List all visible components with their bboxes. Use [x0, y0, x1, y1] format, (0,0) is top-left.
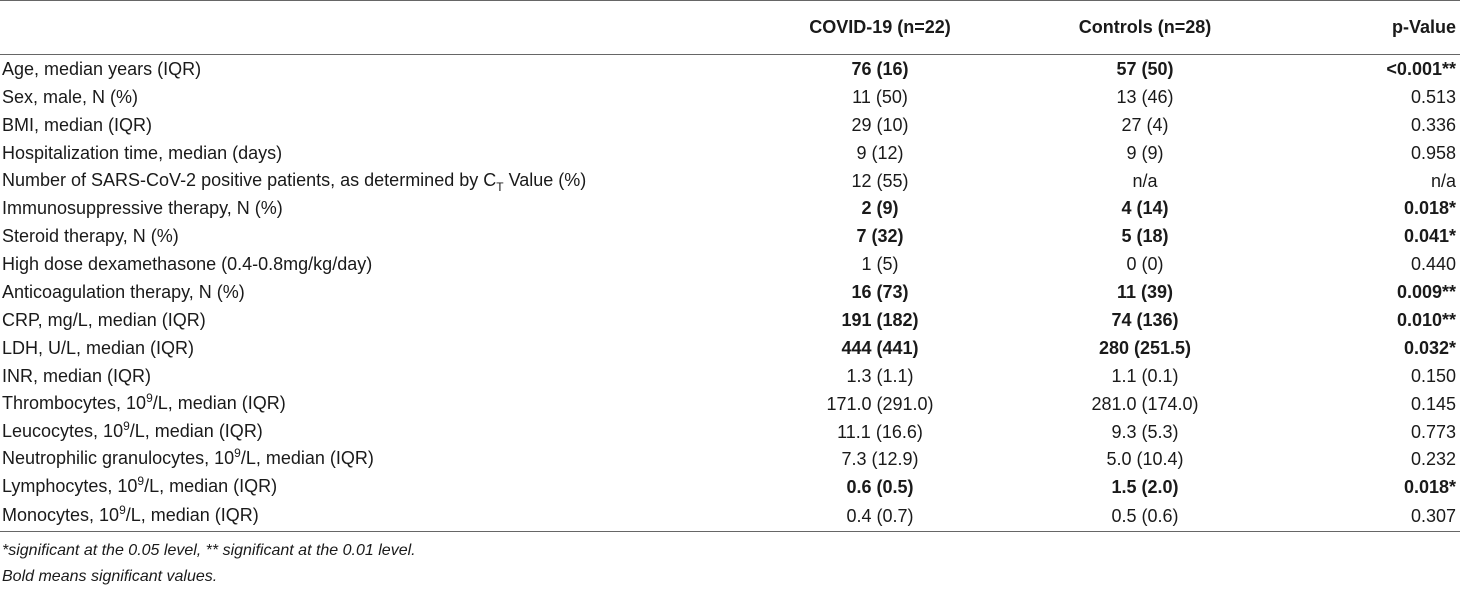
- row-label: [0, 418, 750, 446]
- row-label: [0, 501, 750, 532]
- row-controls-value: 5 (18): [1121, 226, 1169, 247]
- row-p-value: 0.958: [1410, 142, 1456, 163]
- row-label: [0, 167, 750, 195]
- row-controls-value: 5.0 (10.4): [1106, 449, 1184, 470]
- row-p-value: 0.440: [1410, 254, 1456, 275]
- row-label: CRP, mg/L, median (IQR): [2, 309, 206, 330]
- row-p-value: 0.041*: [1403, 226, 1456, 247]
- row-covid-value: 0.4 (0.7): [750, 501, 1010, 532]
- table-row: [0, 83, 1460, 111]
- row-controls-value: 9.3 (5.3): [1111, 421, 1179, 442]
- row-controls-value: 9 (9): [1126, 142, 1164, 163]
- row-covid-value: 29 (10): [851, 114, 909, 135]
- bold-footnote: Bold means significant values.: [2, 568, 218, 586]
- row-p-value: 0.009**: [1396, 282, 1456, 303]
- row-label-text: Lymphocytes, 10: [2, 476, 138, 497]
- row-label-text: Thrombocytes, 10: [2, 392, 147, 413]
- row-p-value: 0.018*: [1403, 477, 1456, 498]
- row-covid-value: 1.3 (1.1): [846, 365, 914, 386]
- row-p-value: 0.232: [1410, 449, 1456, 470]
- row-p-value: 0.336: [1410, 114, 1456, 135]
- row-label: High dose dexamethasone (0.4-0.8mg/kg/day): [2, 254, 373, 275]
- significance-footnote: *significant at the 0.05 level, ** significant at the 0.01 level.: [2, 542, 416, 560]
- row-p-value: 0.032*: [1403, 337, 1456, 358]
- row-label: [0, 445, 750, 473]
- row-label-superscript: 9: [119, 503, 126, 518]
- row-covid-value: 444 (441): [841, 337, 919, 358]
- table-row: [0, 139, 1460, 167]
- row-p-value: 0.150: [1410, 365, 1456, 386]
- row-label-text-suffix: /L, median (IQR): [240, 448, 374, 469]
- row-controls-value: 1.5 (2.0): [1111, 477, 1179, 498]
- row-controls-value: 57 (50): [1116, 58, 1174, 79]
- header-covid: COVID-19 (n=22): [750, 1, 1010, 55]
- row-label-text-suffix: Value (%): [503, 169, 587, 190]
- row-label-text-suffix: /L, median (IQR): [152, 392, 286, 413]
- header-controls: Controls (n=28): [1010, 1, 1280, 55]
- row-controls-value: 4 (14): [1121, 198, 1169, 219]
- row-label: INR, median (IQR): [2, 365, 152, 386]
- row-p-value: 0.010**: [1396, 309, 1456, 330]
- row-label: Hospitalization time, median (days): [2, 142, 283, 163]
- table-footnotes: [0, 542, 1460, 586]
- table-row: [0, 362, 1460, 390]
- row-controls-value: 1.1 (0.1): [1111, 365, 1179, 386]
- row-label-text: Number of SARS-CoV-2 positive patients, as determined by C: [2, 169, 497, 190]
- row-covid-value: 7 (32): [856, 226, 904, 247]
- row-covid-value: 9 (12): [856, 142, 904, 163]
- row-label-text: Monocytes, 10: [2, 505, 120, 526]
- row-label-subscript: T: [496, 179, 504, 194]
- row-covid-value: 0.6 (0.5): [846, 477, 914, 498]
- row-controls-value: 281.0 (174.0): [1091, 393, 1199, 414]
- row-label-superscript: 9: [137, 474, 145, 489]
- row-label: [0, 473, 750, 501]
- row-covid-value: 1 (5): [861, 254, 899, 275]
- row-covid-value: 12 (55): [851, 170, 909, 191]
- row-covid-value: 11.1 (16.6): [837, 421, 923, 442]
- row-label-superscript: 9: [123, 418, 130, 433]
- row-covid-value: 76 (16): [851, 58, 909, 79]
- row-label: Anticoagulation therapy, N (%): [2, 282, 245, 303]
- row-controls-value: 13 (46): [1116, 86, 1174, 107]
- row-label: Steroid therapy, N (%): [2, 226, 179, 247]
- row-covid-value: 7.3 (12.9): [841, 449, 919, 470]
- table-row: [0, 194, 1460, 222]
- row-label-superscript: 9: [146, 390, 153, 405]
- row-p-value: 0.018*: [1403, 198, 1456, 219]
- table-row: [0, 473, 1460, 501]
- table-row: [0, 250, 1460, 278]
- row-controls-value: 74 (136): [1111, 309, 1179, 330]
- row-label: [0, 390, 750, 418]
- table-row: [0, 222, 1460, 250]
- row-p-value: 0.307: [1280, 501, 1460, 532]
- header-pvalue: p-Value: [1280, 1, 1460, 55]
- row-controls-value: 11 (39): [1116, 282, 1174, 303]
- row-controls-value: 0 (0): [1126, 254, 1164, 275]
- table-row: [0, 306, 1460, 334]
- row-label-text-suffix: /L, median (IQR): [144, 476, 278, 497]
- row-covid-value: 11 (50): [852, 86, 908, 107]
- table-row: [0, 111, 1460, 139]
- table-row: [0, 334, 1460, 362]
- table-row: [0, 418, 1460, 446]
- table-header-row: [0, 1, 1460, 55]
- row-covid-value: 16 (73): [851, 282, 909, 303]
- table-row: [0, 501, 1460, 532]
- row-covid-value: 171.0 (291.0): [826, 393, 934, 414]
- row-label-text: Leucocytes, 10: [2, 420, 124, 441]
- row-p-value: 0.773: [1410, 421, 1456, 442]
- row-label: BMI, median (IQR): [2, 114, 153, 135]
- row-label-text-suffix: /L, median (IQR): [129, 420, 263, 441]
- row-label: Age, median years (IQR): [2, 58, 202, 79]
- table-row: [0, 55, 1460, 83]
- row-covid-value: 2 (9): [861, 198, 899, 219]
- header-label: [0, 1, 750, 55]
- row-controls-value: 280 (251.5): [1098, 337, 1192, 358]
- row-p-value: 0.145: [1410, 393, 1456, 414]
- row-p-value: 0.513: [1410, 86, 1456, 107]
- row-controls-value: 27 (4): [1121, 114, 1169, 135]
- table-row: [0, 167, 1460, 195]
- row-label: Immunosuppressive therapy, N (%): [2, 198, 283, 219]
- row-p-value: <0.001**: [1386, 58, 1456, 79]
- table-row: [0, 390, 1460, 418]
- row-p-value: n/a: [1430, 170, 1456, 191]
- row-label: Sex, male, N (%): [2, 86, 139, 107]
- row-covid-value: 191 (182): [841, 309, 919, 330]
- row-controls-value: n/a: [1132, 170, 1158, 191]
- row-label-text-suffix: /L, median (IQR): [125, 505, 259, 526]
- table-row: [0, 278, 1460, 306]
- row-label-text: Neutrophilic granulocytes, 10: [2, 448, 235, 469]
- table-row: [0, 445, 1460, 473]
- row-label-superscript: 9: [234, 446, 241, 461]
- row-controls-value: 0.5 (0.6): [1010, 501, 1280, 532]
- row-label: LDH, U/L, median (IQR): [2, 337, 195, 358]
